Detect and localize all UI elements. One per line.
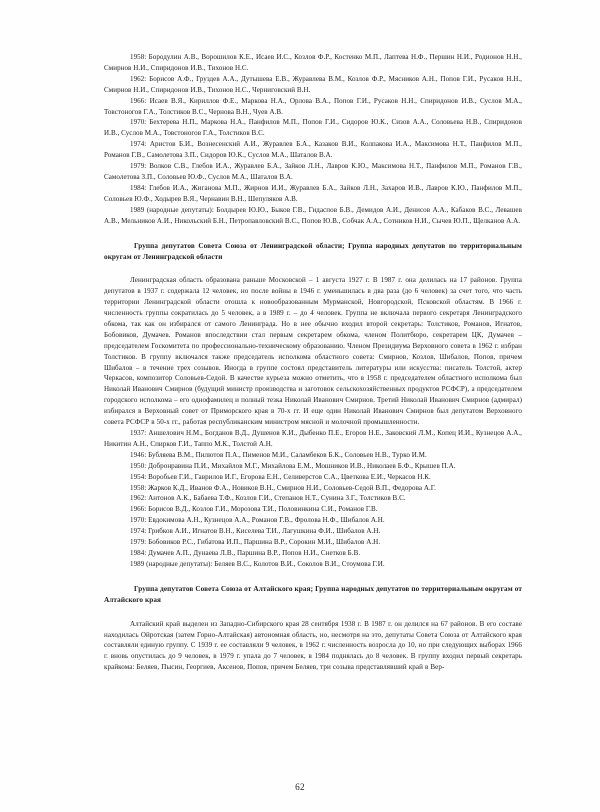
roster-entry: 1979: Волков С.В., Глебов И.А., Журавлев Б.А., Зайков Л.Н., Лавров К.Ю., Максимова Н.Т., Панфилов М.П., Романов Г.В., Самолетова З.П., Соловьев Ю.Ф., Суслов М.А., Шаталов В.А. (104, 162, 522, 181)
body-paragraph: Ленинградская область образована раньше Московской – 1 августа 1927 г. В 1987 г. она делилась на 17 районов. Группа депутатов в 1937 г. содержала 12 человек, но после войны в 1946 г. уменьшилась в два раза (до 6 человек) за счет того, что часть территории Ленинградской области отошла к новообразованным Мурманской, Новгородской, Псковской областям. В 1966 г. численность группы сократилась до 5 человек, а в 1989 г. – до 4 человек. Группа не включала первого секретаря Ленинградского обкома, так как он избирался от самого Ленинграда. Но в нее обычно входил второй секретарь: Толстиков, Романов, Игнатов, Бобовиков, Думачев. Романов впоследствии стал первым секретарем обкома, членом Политбюро, секретарем ЦК, Думачев – председателем Госкомитета по профессионально-техническому образованию. Членом Президиума Верховного совета в 1962 г. избран Толстиков. В группу включался также председатель исполкома областного совета: Смирнов, Козлов, Шибалов, Попов, причем Шибалов – в течение трех созывов. Иногда в группе состоял представитель литературы или искусства: писатель Толстой, актер Черкасов, композитор Соловьев-Седой. В качестве курьеза можно отметить, что в 1958 г. председателем областного исполкома был Николай Иванович Смирнов (будущий министр производства и заготовок сельскохозяйственных продуктов РСФСР), а председателем городского исполкома – его однофамилец и полный тезка Николай Иванович Смирнов. Третий Николай Иванович Смирнов (адмирал) избирался в Верховный совет от Приморского края в 70-х гг. И еще один Николай Иванович Смирнов был депутатом Верховного совета РСФСР в 50-х гг., работая республиканским министром мясной и молочной промышленности. (104, 276, 522, 427)
section-heading-altai: Группа депутатов Совета Союза от Алтайского края; Группа народных депутатов по территориальным округам от Алтайского края (104, 584, 522, 605)
roster-entry: 1970: Бехтерева Н.П., Маркова Н.А., Панфилов М.П., Попов Г.И., Сидоров Ю.К., Сизов А.А., Соловьева Н.В., Спиридонов И.В., Суслов М.А., Товстоногов Г.А., Толстиков В.С. (104, 118, 522, 138)
roster-entry: 1962: Антонов А.К., Бабаева Т.Ф., Козлов Г.И., Степанов Н.Т., Сунина З.Г., Толстиков В.С. (130, 494, 406, 503)
roster-entry: 1958: Жарков К.Д., Иванов Ф.А., Новиков В.Н., Смирнов Н.И., Соловьев-Седой В.П., Федорова А.Г. (130, 483, 436, 492)
roster-entry: 1962: Борисов А.Ф., Груздев А.А., Дутышева Е.В., Журавлева В.М., Козлов Ф.Р., Мясников А.Н., Попов Г.И., Русаков Н.Н., Смирнов Н.И., Спиридонов И.В., Тихонов Н.С., Черниговский В.Н. (104, 74, 522, 94)
roster-entry: 1989 (народные депутаты): Беляев В.С., Колотов В.И., Соколов В.И., Стоумова Г.И. (130, 559, 385, 568)
section-spacer (104, 227, 522, 241)
heading-spacer (104, 263, 522, 273)
roster-entry: 1966: Исаев В.Я., Кириллов Ф.Е., Маркова Н.А., Орлова В.А., Попов Г.И., Русаков Н.Н., Спиридонов И.В., Суслов М.А., Товстоногов Г.А., Толстиков В.С., Чернова В.Н., Чуев А.В. (104, 96, 522, 116)
body-paragraph: Алтайский край выделен из Западно-Сибирского края 28 сентября 1938 г. В 1987 г. он делился на 67 районов. В его составе находилась Ойротская (затем Горно-Алтайская) автономная область, но, несмотря на это, депутаты Совета Союза от Алтайского края составляли единую группу. С 1939 г. ее составляли 9 человек, в 1962 г. численность возросла до 10, но при следующих выборах 1966 г. вновь опустилась до 9 человек, в 1979 г. упала до 7 человек, в 1984 поднялась до 8 человек. В группу входил первый секретарь крайкома: Беляев, Пысин, Георгиев, Аксенов, Попов, причем Беляев, три созыва представлявший край в Вер- (104, 619, 522, 672)
roster-entry: 1966: Борисов В.Д., Козлов Г.И., Морозова Т.И., Половинкина С.И., Романов Г.В. (130, 505, 378, 514)
roster-entry: 1970: Евдокимова А.Н., Кузнецов А.А., Романов Г.В., Фролова Н.Ф., Шибалов А.Н. (130, 516, 385, 525)
roster-entry: 1946: Бубляева В.М., Пилютов П.А., Пименов М.И., Саламбеков Б.К., Соловьев Н.В., Турко И.М. (130, 450, 427, 459)
page-number: 62 (295, 782, 305, 792)
roster-entry: 1984: Думачев А.П., Дунаева Л.В., Паршина В.Р., Попов Н.И., Снетков Б.В. (130, 548, 361, 557)
roster-entry: 1954: Воробьев Г.И., Гаврилов И.Г., Егорова Е.Н., Селиверстов С.А., Цветкова Е.И., Черкасов Н.К. (130, 472, 431, 481)
roster-entry: 1974: Аристов Б.И., Вознесенский А.И., Журавлев Б.А., Казаков В.И., Колпакова И.А., Максимова Н.Т., Панфилов М.П., Романов Г.В., Самолетова З.П., Сидоров Ю.К., Суслов М.А., Шаталов В.А. (104, 140, 522, 160)
roster-entry: 1984: Глебов И.А., Жиганова М.П., Жирнов И.И., Журавлев Б.А., Зайков Л.Н., Захаров И.В., Лавров К.Ю., Панфилов М.П., Соловьев Ю.Ф., Ходырев В.Я., Чернавин В.Н., Шепуляков А.В. (104, 183, 522, 203)
section-body-altai (104, 619, 522, 674)
roster-entry: 1937: Аншелович Н.М., Богданов В.Д., Душенов К.И., Дыбенко П.Е., Егоров Н.Е., Заковский Л.М., Копец И.И., Кузнецов А.А., Никитин А.Н., Спирков Г.И., Таппо М.К., Толстой А.Н. (104, 429, 522, 448)
roster-block-top (104, 52, 522, 227)
roster-entry: 1958: Бородулин А.В., Ворошилов К.Е., Исаев И.С., Козлов Ф.Р., Костенко М.П., Лаптева Н.Ф., Першин Н.И., Родионов Н.Н., Смирнов Н.И., Спиридонов И.В., Тихонов Н.С. (104, 53, 522, 72)
section-heading-leningrad: Группа депутатов Совета Союза от Ленинградской области; Группа народных депутатов по территориальным округам от Ленинградской области (104, 241, 522, 261)
heading-spacer (104, 607, 522, 617)
section-spacer (104, 570, 522, 584)
roster-entry: 1989 (народные депутаты): Болдырев Ю.Ю., Быков Г.В., Гидаспов Б.В., Демидов А.И., Денисов А.А., Кабаков В.С., Левашев А.В., Мельников А.И., Никольский Б.Н., Петропавловский В.С., Попов Ю.В., Собчак А.А., Сотников Н.И., Сычев Ю.П., Щелканов А.А. (104, 205, 522, 225)
roster-entry: 1950: Добронравина П.И., Михайлов М.Г., Михайлова Е.М., Мошников И.В., Николаев Б.Ф., Крышев П.А. (130, 461, 456, 470)
roster-block-leningrad (104, 428, 522, 570)
section-body-leningrad (104, 275, 522, 428)
roster-entry: 1974: Грибков А.И., Игнатов В.Н., Киселева Т.И., Лагушкина Ф.И., Шибалов А.Н. (130, 527, 381, 536)
roster-entry: 1979: Бобовиков Р.С., Гибатова И.П., Паршина В.Р., Сорокин М.И., Шибалов А.Н. (130, 538, 381, 547)
